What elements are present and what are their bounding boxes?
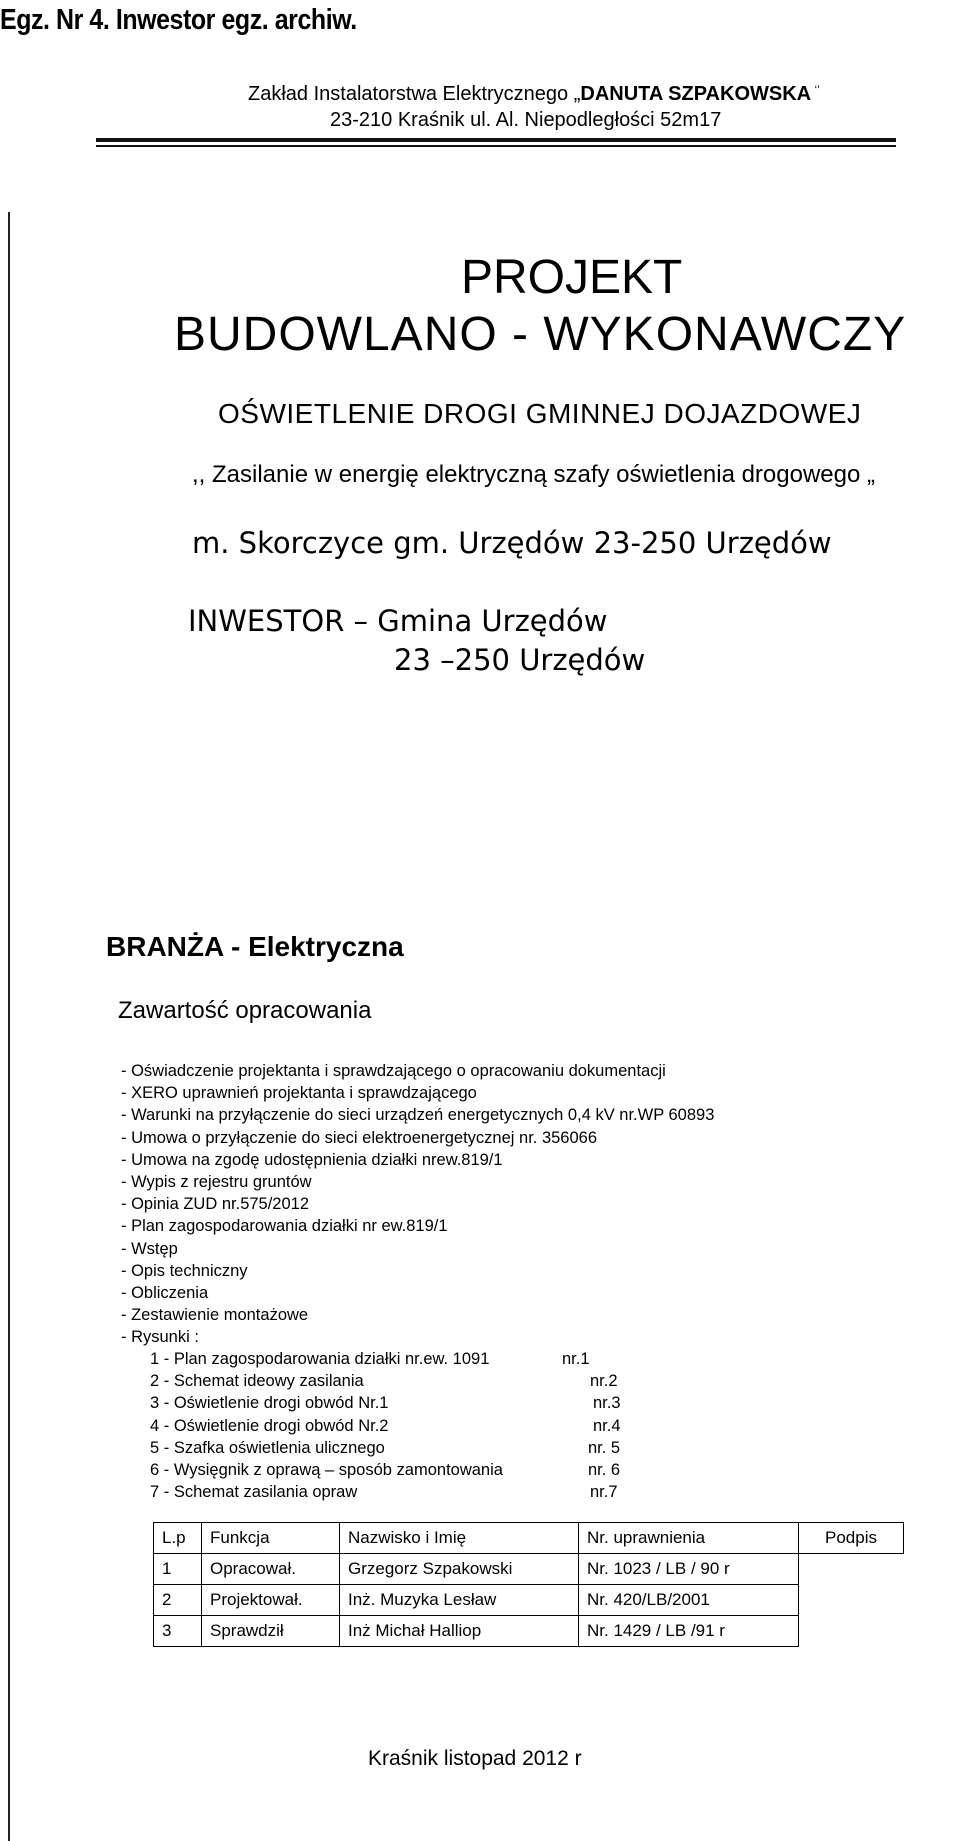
drawing-title: 2 - Schemat ideowy zasilania	[150, 1372, 364, 1391]
drawing-title: 7 - Schemat zasilania opraw	[150, 1483, 358, 1502]
column-header: Funkcja	[202, 1523, 340, 1554]
branch-value: Elektryczna	[248, 931, 404, 962]
table-cell: Nr. 1429 / LB /91 r	[579, 1616, 799, 1647]
company-name-prefix: Zakład Instalatorstwa Elektrycznego „	[248, 83, 581, 105]
drawings-list	[150, 1348, 621, 1503]
list-item: - Obliczenia	[121, 1283, 209, 1302]
signature-table	[153, 1522, 904, 1647]
table-cell: Nr. 1023 / LB / 90 r	[579, 1554, 799, 1585]
column-header: Nr. uprawnienia	[579, 1523, 799, 1554]
project-location: m. Skorczyce gm. Urzędów 23-250 Urzędów	[192, 526, 832, 560]
branch-label: BRANŻA -	[106, 931, 241, 962]
list-item: - Plan zagospodarowania działki nr ew.819/1	[121, 1217, 448, 1236]
signature-cell	[799, 1616, 904, 1647]
list-item: - Wstęp	[121, 1239, 178, 1258]
signature-cell	[799, 1585, 904, 1616]
company-owner: DANUTA SZPAKOWSKA	[580, 83, 812, 105]
table-header-row	[154, 1523, 904, 1554]
investor-address: 23 –250 Urzędów	[394, 643, 646, 677]
table-cell: Sprawdził	[202, 1616, 340, 1647]
drawing-number: nr.4	[593, 1416, 621, 1435]
drawing-item	[150, 1459, 621, 1481]
drawing-item	[150, 1392, 621, 1414]
list-item: - Umowa o przyłączenie do sieci elektroenergetycznej nr. 356066	[121, 1128, 598, 1147]
drawing-item	[150, 1481, 618, 1503]
list-item: - Zestawienie montażowe	[121, 1306, 309, 1325]
company-name	[248, 83, 820, 106]
left-margin-line	[8, 212, 10, 1841]
contents-heading: Zawartość opracowania	[118, 997, 372, 1024]
header-rule-thick	[96, 138, 896, 142]
project-title: PROJEKT	[461, 251, 683, 304]
signature-cell	[799, 1554, 904, 1585]
table-cell: 1	[154, 1554, 202, 1585]
drawing-number: nr. 5	[588, 1438, 621, 1457]
drawing-item	[150, 1370, 618, 1392]
table-cell: Inż. Muzyka Lesław	[340, 1585, 579, 1616]
contents-list	[121, 1060, 714, 1348]
drawing-title: 5 - Szafka oświetlenia ulicznego	[150, 1438, 385, 1457]
list-item: - Warunki na przyłączenie do sieci urządzeń energetycznych 0,4 kV nr.WP 60893	[121, 1106, 715, 1125]
archive-copy-header: Egz. Nr 4. Inwestor egz. archiw.	[0, 4, 357, 36]
place-and-date: Kraśnik listopad 2012 r	[368, 1747, 582, 1770]
table-row	[154, 1585, 904, 1616]
drawing-item	[150, 1415, 621, 1437]
table-cell: 3	[154, 1616, 202, 1647]
column-header: Nazwisko i Imię	[340, 1523, 579, 1554]
table-cell: Nr. 420/LB/2001	[579, 1585, 799, 1616]
list-item: - XERO uprawnień projektanta i sprawdzającego	[121, 1084, 477, 1103]
drawing-number: nr. 6	[588, 1460, 621, 1479]
header-rule-thin	[96, 145, 896, 147]
list-item: - Umowa na zgodę udostępnienia działki nrew.819/1	[121, 1150, 503, 1169]
project-type: BUDOWLANO - WYKONAWCZY	[174, 308, 907, 361]
drawing-title: 1 - Plan zagospodarowania działki nr.ew. 1091	[150, 1350, 490, 1368]
table-cell: Grzegorz Szpakowski	[340, 1554, 579, 1585]
drawing-number: nr.2	[590, 1372, 618, 1391]
table-cell: Projektował.	[202, 1585, 340, 1616]
drawing-title: 6 - Wysięgnik z oprawą – sposób zamontowania	[150, 1460, 503, 1479]
list-item: - Wypis z rejestru gruntów	[121, 1172, 312, 1191]
drawing-number: nr.3	[593, 1394, 621, 1413]
company-address: 23-210 Kraśnik ul. Al. Niepodległości 52m17	[330, 109, 722, 131]
list-item: - Opinia ZUD nr.575/2012	[121, 1195, 310, 1214]
column-header: L.p	[154, 1523, 202, 1554]
list-item: - Oświadczenie projektanta i sprawdzającego o opracowaniu dokumentacji	[121, 1062, 666, 1080]
project-subject: OŚWIETLENIE DROGI GMINNEJ DOJAZDOWEJ	[218, 398, 862, 429]
table-cell: 2	[154, 1585, 202, 1616]
table-cell: Inż Michał Halliop	[340, 1616, 579, 1647]
list-item: - Opis techniczny	[121, 1261, 248, 1280]
drawing-title: 4 - Oświetlenie drogi obwód Nr.2	[150, 1416, 389, 1435]
list-item: - Rysunki :	[121, 1328, 199, 1347]
drawing-title: 3 - Oświetlenie drogi obwód Nr.1	[150, 1394, 389, 1413]
branch-heading	[106, 931, 404, 963]
table-row	[154, 1616, 904, 1647]
table-cell: Opracował.	[202, 1554, 340, 1585]
drawing-number: nr.7	[590, 1483, 618, 1502]
drawing-number: nr.1	[562, 1350, 590, 1368]
drawing-item	[150, 1437, 621, 1459]
column-header: Podpis	[799, 1523, 904, 1554]
table-row	[154, 1554, 904, 1585]
drawing-item	[150, 1348, 590, 1370]
project-scope: ,, Zasilanie w energię elektryczną szafy oświetlenia drogowego „	[192, 461, 876, 488]
company-name-suffix: ‘’	[811, 83, 820, 97]
investor-name: INWESTOR – Gmina Urzędów	[188, 604, 608, 638]
